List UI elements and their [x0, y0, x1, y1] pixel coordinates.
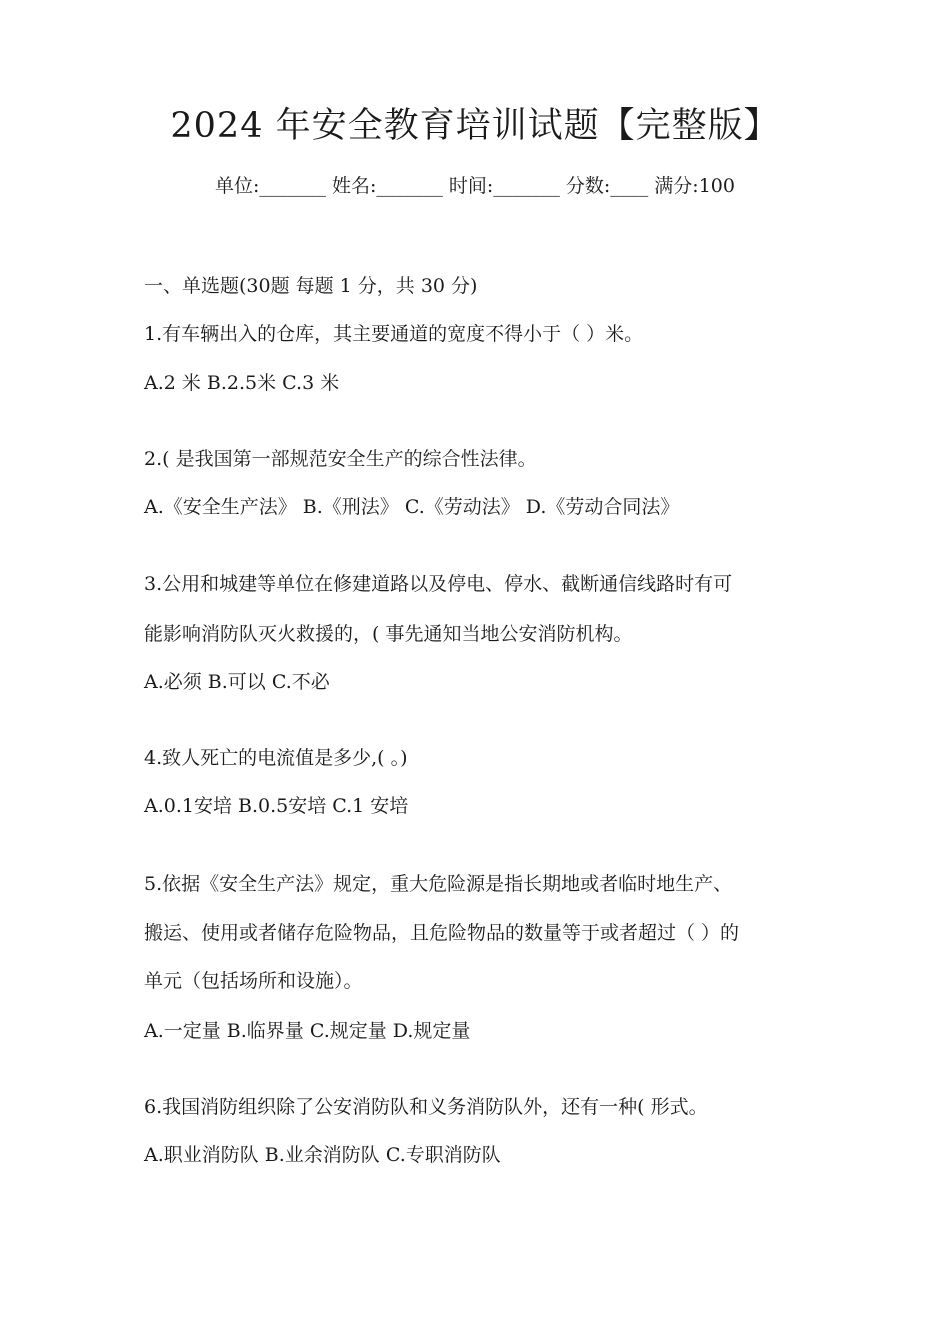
question-5-stem-cont: 单元（包括场所和设施）。 — [144, 970, 363, 992]
document-title: 2024 年安全教育培训试题【完整版】 — [170, 106, 780, 146]
question-3-stem: 3.公用和城建等单位在修建道路以及停电、停水、截断通信线路时有可 — [144, 573, 733, 595]
question-4-stem: 4.致人死亡的电流值是多少,( 。) — [144, 747, 408, 769]
exam-info-line: 单位:_______ 姓名:_______ 时间:_______ 分数:____ 满分:100 — [215, 175, 735, 197]
question-6-options: A.职业消防队 B.业余消防队 C.专职消防队 — [144, 1144, 501, 1166]
question-6-stem: 6.我国消防组织除了公安消防队和义务消防队外，还有一种( 形式。 — [144, 1096, 708, 1118]
question-1-stem: 1.有车辆出入的仓库，其主要通道的宽度不得小于（ ）米。 — [144, 323, 644, 345]
question-3-stem-cont: 能影响消防队灭火救援的，( 事先通知当地公安消防机构。 — [144, 623, 633, 645]
question-5-stem-cont: 搬运、使用或者储存危险物品，且危险物品的数量等于或者超过（ ）的 — [144, 922, 740, 944]
question-2-stem: 2.( 是我国第一部规范安全生产的综合性法律。 — [144, 448, 537, 470]
question-2-options: A.《安全生产法》 B.《刑法》 C.《劳动法》 D.《劳动合同法》 — [144, 496, 680, 518]
question-3-options: A.必须 B.可以 C.不必 — [144, 671, 330, 693]
section-heading: 一、单选题(30题 每题 1 分，共 30 分) — [144, 275, 478, 297]
question-5-stem: 5.依据《安全生产法》规定，重大危险源是指长期地或者临时地生产、 — [144, 873, 733, 895]
question-4-options: A.0.1安培 B.0.5安培 C.1 安培 — [144, 795, 409, 817]
question-1-options: A.2 米 B.2.5米 C.3 米 — [144, 372, 340, 394]
question-5-options: A.一定量 B.临界量 C.规定量 D.规定量 — [144, 1020, 471, 1042]
